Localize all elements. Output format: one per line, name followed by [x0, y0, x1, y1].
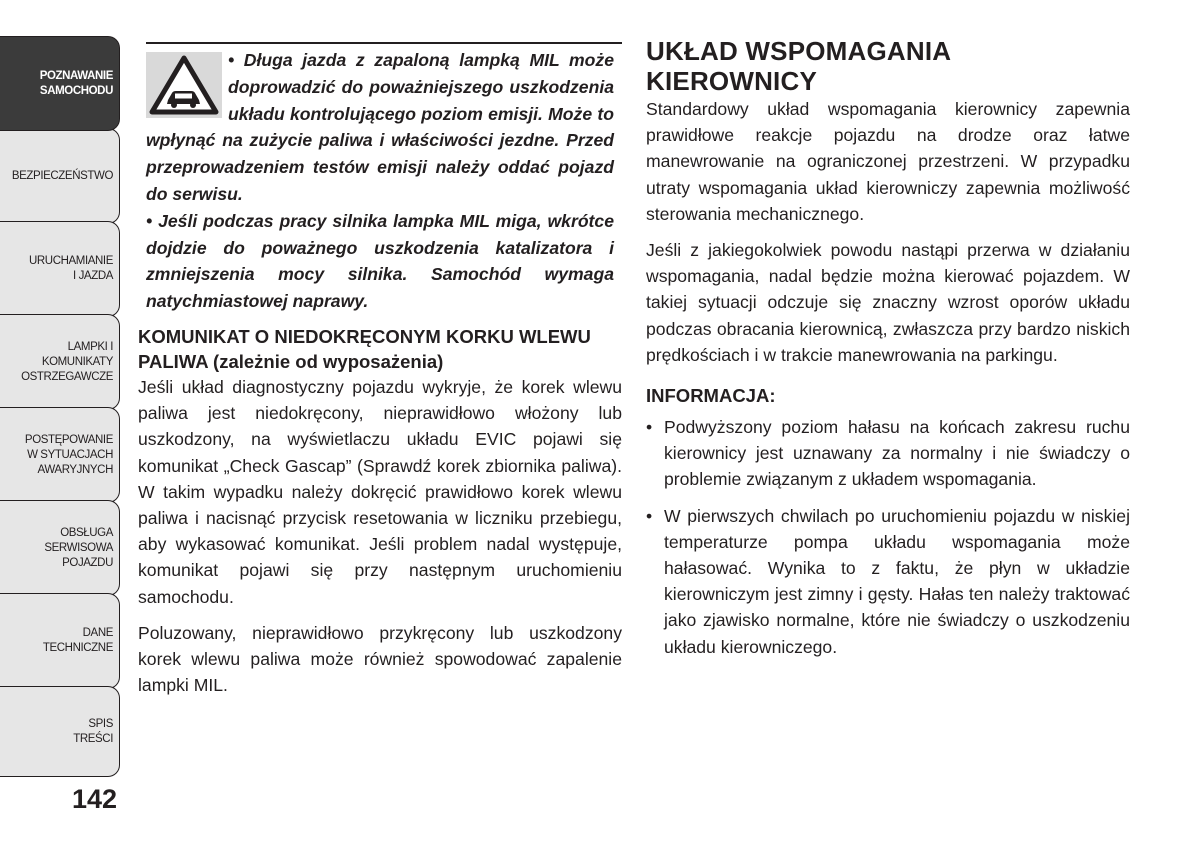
warning-bullet-2: • Jeśli podczas pracy silnika lampka MIL miga, wkrótce dojdzie do poważnego uszkodzenia katalizatora i zmniejszenia mocy silnika. Samochód wymaga natychmiastowej naprawy. — [146, 210, 614, 312]
list-item: • W pierwszych chwilach po uruchomieniu pojazdu w niskiej temperaturze pompa układu wspomagania może hałasować. Wynika to z faktu, że płyn w układzie kierowniczym jest zimny i gęsty. Hałas ten należy traktować jako zjawisko normalne, które nie świadczy o uszkodzeniu układu kierowniczego. — [646, 503, 1130, 660]
tab-label: URUCHAMIANIE I JAZDA — [28, 255, 113, 282]
tab-uruchamianie-i-jazda[interactable] — [0, 221, 120, 317]
tab-label: OBSŁUGA SERWISOWA POJAZDU — [44, 526, 113, 569]
steering-section — [646, 36, 1130, 670]
tab-obsluga-serwisowa[interactable] — [0, 500, 120, 596]
tab-label: SPIS TREŚCI — [73, 717, 113, 745]
steering-title-line2: KIEROWNICY — [646, 66, 817, 96]
gascap-title-note: (zależnie od wyposażenia) — [213, 351, 444, 372]
warning-bullet-1: • Długa jazda z zapaloną lampką MIL może doprowadzić do poważniejszego uszkodzenia układu kontrolującego poziom emisji. Może to wpłynąć na zużycie paliwa i właściwości jezdne. Przed przeprowadzeniem testów emisji należy oddać pojazd do serwisu. — [146, 50, 614, 204]
info-title: INFORMACJA: — [646, 385, 776, 407]
tab-label: LAMPKI I KOMUNIKATY OSTRZEGAWCZE — [21, 340, 113, 383]
gascap-title — [138, 324, 622, 374]
gascap-title-main: KOMUNIKAT O NIEDOKRĘCONYM KORKU WLEWU PALIWA — [138, 326, 591, 372]
steering-title-line1: UKŁAD WSPOMAGANIA — [646, 36, 952, 66]
list-item: • Podwyższony poziom hałasu na końcach zakresu ruchu kierownicy jest uznawany za normalny i nie świadczy o problemie związanym z układem wspomagania. — [646, 414, 1130, 493]
page-number: 142 — [72, 784, 118, 814]
steering-paragraph-1: Standardowy układ wspomagania kierownicy zapewnia prawidłowe reakcje pojazdu na drodze oraz łatwe manewrowanie na ograniczonej przestrzeni. W przypadku utraty wspomagania układ kierowniczy zapewnia możliwość sterowania mechanicznego. — [646, 99, 1130, 224]
tab-spis-tresci[interactable] — [0, 686, 120, 777]
steering-paragraph-2: Jeśli z jakiegokolwiek powodu nastąpi przerwa w działaniu wspomagania, nadal będzie można kierować pojazdem. W takiej sytuacji odczuje się znaczny wzrost oporów układu podczas obracania kierownicą, zwłaszcza przy bardzo niskich prędkościach i w trakcie manewrowania na parkingu. — [646, 240, 1130, 365]
tab-dane-techniczne[interactable] — [0, 593, 120, 689]
tab-bezpieczenstwo[interactable] — [0, 128, 120, 224]
tab-label: POZNAWANIE SAMOCHODU — [39, 69, 113, 97]
tab-postepowanie-awaryjne[interactable] — [0, 407, 120, 503]
warning-top-rule — [146, 42, 622, 44]
tab-label: POSTĘPOWANIE W SYTUACJACH AWARYJNYCH — [24, 433, 113, 476]
warning-text — [146, 47, 614, 315]
tab-lampki-komunikaty[interactable] — [0, 314, 120, 410]
steering-title — [646, 36, 1130, 96]
gascap-paragraph-2: Poluzowany, nieprawidłowo przykręcony lub uszkodzony korek wlewu paliwa może również spowodować zapalenie lampki MIL. — [138, 622, 622, 696]
tab-label: BEZPIECZEŃSTWO — [11, 169, 113, 182]
info-list — [646, 414, 1130, 660]
gascap-section — [138, 324, 622, 698]
tab-poznawanie-samochodu[interactable] — [0, 36, 120, 131]
gascap-paragraph-1: Jeśli układ diagnostyczny pojazdu wykryje, że korek wlewu paliwa jest niedokręcony, nieprawidłowo włożony lub uszkodzony, na wyświetlaczu układu EVIC pojawi się komunikat „Check Gascap” (Sprawdź korek zbiornika paliwa). W takim wypadku należy dokręcić prawidłowo korek wlewu paliwa i nacisnąć przycisk resetowania w liczniku przebiegu, aby wykasować komunikat. Jeśli problem nadal występuje, komunikat pojawi się przy następnym uruchomieniu samochodu. — [138, 377, 622, 607]
tab-label: DANE TECHNICZNE — [42, 627, 113, 654]
